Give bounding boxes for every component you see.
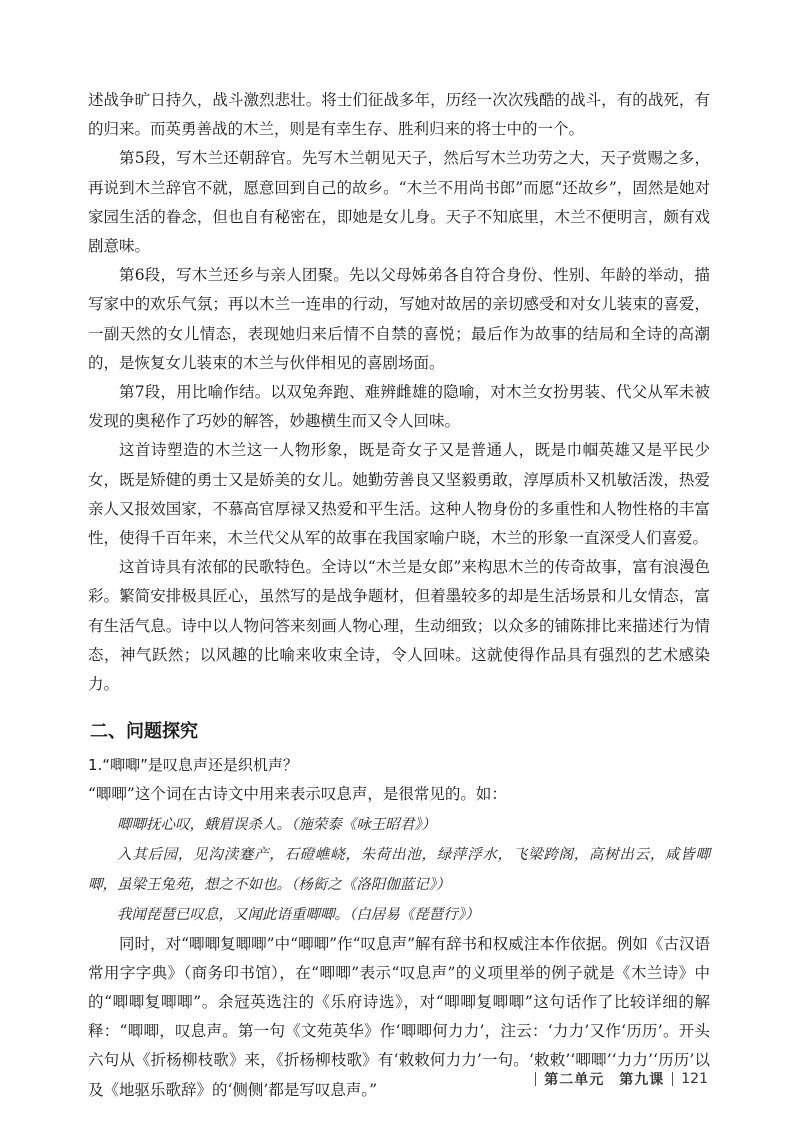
footer-unit-label: 第二单元 第九课: [544, 1072, 665, 1088]
quote-3: 我闻琵琶已叹息，又闻此语重唧唧。（白居易《琵琶行》）: [117, 906, 480, 923]
page-number: 121: [681, 1071, 708, 1087]
question-title: 1.“唧唧”是叹息声还是织机声？: [88, 756, 298, 775]
quote-2: 入其后园，见沟渎蹇产，石磴嶕峣，朱荷出池，绿萍浮水，飞梁跨阁，高树出云，咸皆唧唧，虽梁王兔苑，想之不如也。（杨衒之《洛阳伽蓝记》）: [88, 846, 710, 893]
paragraph-section-7: 第7段，用比喻作结。以双兔奔跑、难辨雌雄的隐喻，对木兰女扮男装、代父从军未被发现的奥秘作了巧妙的解答，妙趣横生而又令人回味。: [88, 383, 710, 431]
paragraph-section-5: 第5段，写木兰还朝辞官。先写木兰朝见天子，然后写木兰功劳之大，天子赏赐之多，再说到木兰辞官不就，愿意回到自己的故乡。“木兰不用尚书郎”而愿“还故乡”，固然是她对家园生活的眷念，但也自有秘密在，即她是女儿身。天子不知底里，木兰不便明言，颇有戏剧意味。: [88, 149, 710, 256]
section-heading: 二、问题探究: [90, 721, 198, 743]
body-text: [88, 86, 710, 1105]
paragraph-character: 这首诗塑造的木兰这一人物形象，既是奇女子又是普通人，既是巾帼英雄又是平民少女，既是矫健的勇士又是娇美的女儿。她勤劳善良又坚毅勇敢，淳厚质朴又机敏活泼，热爱亲人又报效国家，不慕高官厚禄又热爱和平生活。这种人物身份的多重性和人物性格的丰富性，使得千百年来，木兰代父从军的故事在我国家喻户晓，木兰的形象一直深受人们喜爱。: [88, 441, 710, 548]
footer-divider: [672, 1072, 673, 1086]
quote-1: 唧唧抚心叹，蛾眉误杀人。（施荣泰《咏王昭君》）: [117, 816, 436, 833]
paragraph-section-6: 第6段，写木兰还乡与亲人团聚。先以父母姊弟各自符合身份、性别、年龄的举动，描写家中的欢乐气氛；再以木兰一连串的行动，写她对故居的亲切感受和对女儿装束的喜爱，一副天然的女儿情态，表现她归来后情不自禁的喜悦；最后作为故事的结局和全诗的高潮的，是恢复女儿装束的木兰与伙伴相见的喜剧场面。: [88, 266, 710, 372]
paragraph-closing: 同时，对“唧唧复唧唧”中“唧唧”作“叹息声”解有辞书和权威注本作依据。例如《古汉语常用字字典》（商务印书馆），在“唧唧”表示“叹息声”的义项里举的例子就是《木兰诗》中的“唧唧复唧唧”。余冠英选注的《乐府诗选》，对“唧唧复唧唧”这句话作了比较详细的解释：“唧唧，叹息声。第一句《文苑英华》作‘唧唧何力力’，注云：‘力力’又作‘历历’。开头六句从《折杨柳枝歌》来，《折杨柳枝歌》有‘敕敕何力力’一句。‘敕敕’‘唧唧’‘力力’‘历历’以及《地驱乐歌辞》的‘侧侧’都是写叹息声。”: [88, 934, 710, 1099]
paragraph-folk-style: 这首诗具有浓郁的民歌特色。全诗以“木兰是女郎”来构思木兰的传奇故事，富有浪漫色彩。繁简安排极具匠心，虽然写的是战争题材，但着墨较多的却是生活场景和儿女情态，富有生活气息。诗中以人物问答来刻画人物心理，生动细致；以众多的铺陈排比来描述行为情态，神气跃然；以风趣的比喻来收束全诗，令人回味。这就使得作品具有强烈的艺术感染力。: [88, 558, 710, 694]
footer-divider: [535, 1072, 536, 1086]
page-footer: [535, 1069, 708, 1089]
question-intro: “唧唧”这个词在古诗文中用来表示叹息声，是很常见的。如：: [88, 785, 507, 804]
paragraph-continuation: 述战争旷日持久，战斗激烈悲壮。将士们征战多年，历经一次次残酷的战斗，有的战死，有的归来。而英勇善战的木兰，则是有幸生存、胜利归来的将士中的一个。: [88, 91, 710, 139]
